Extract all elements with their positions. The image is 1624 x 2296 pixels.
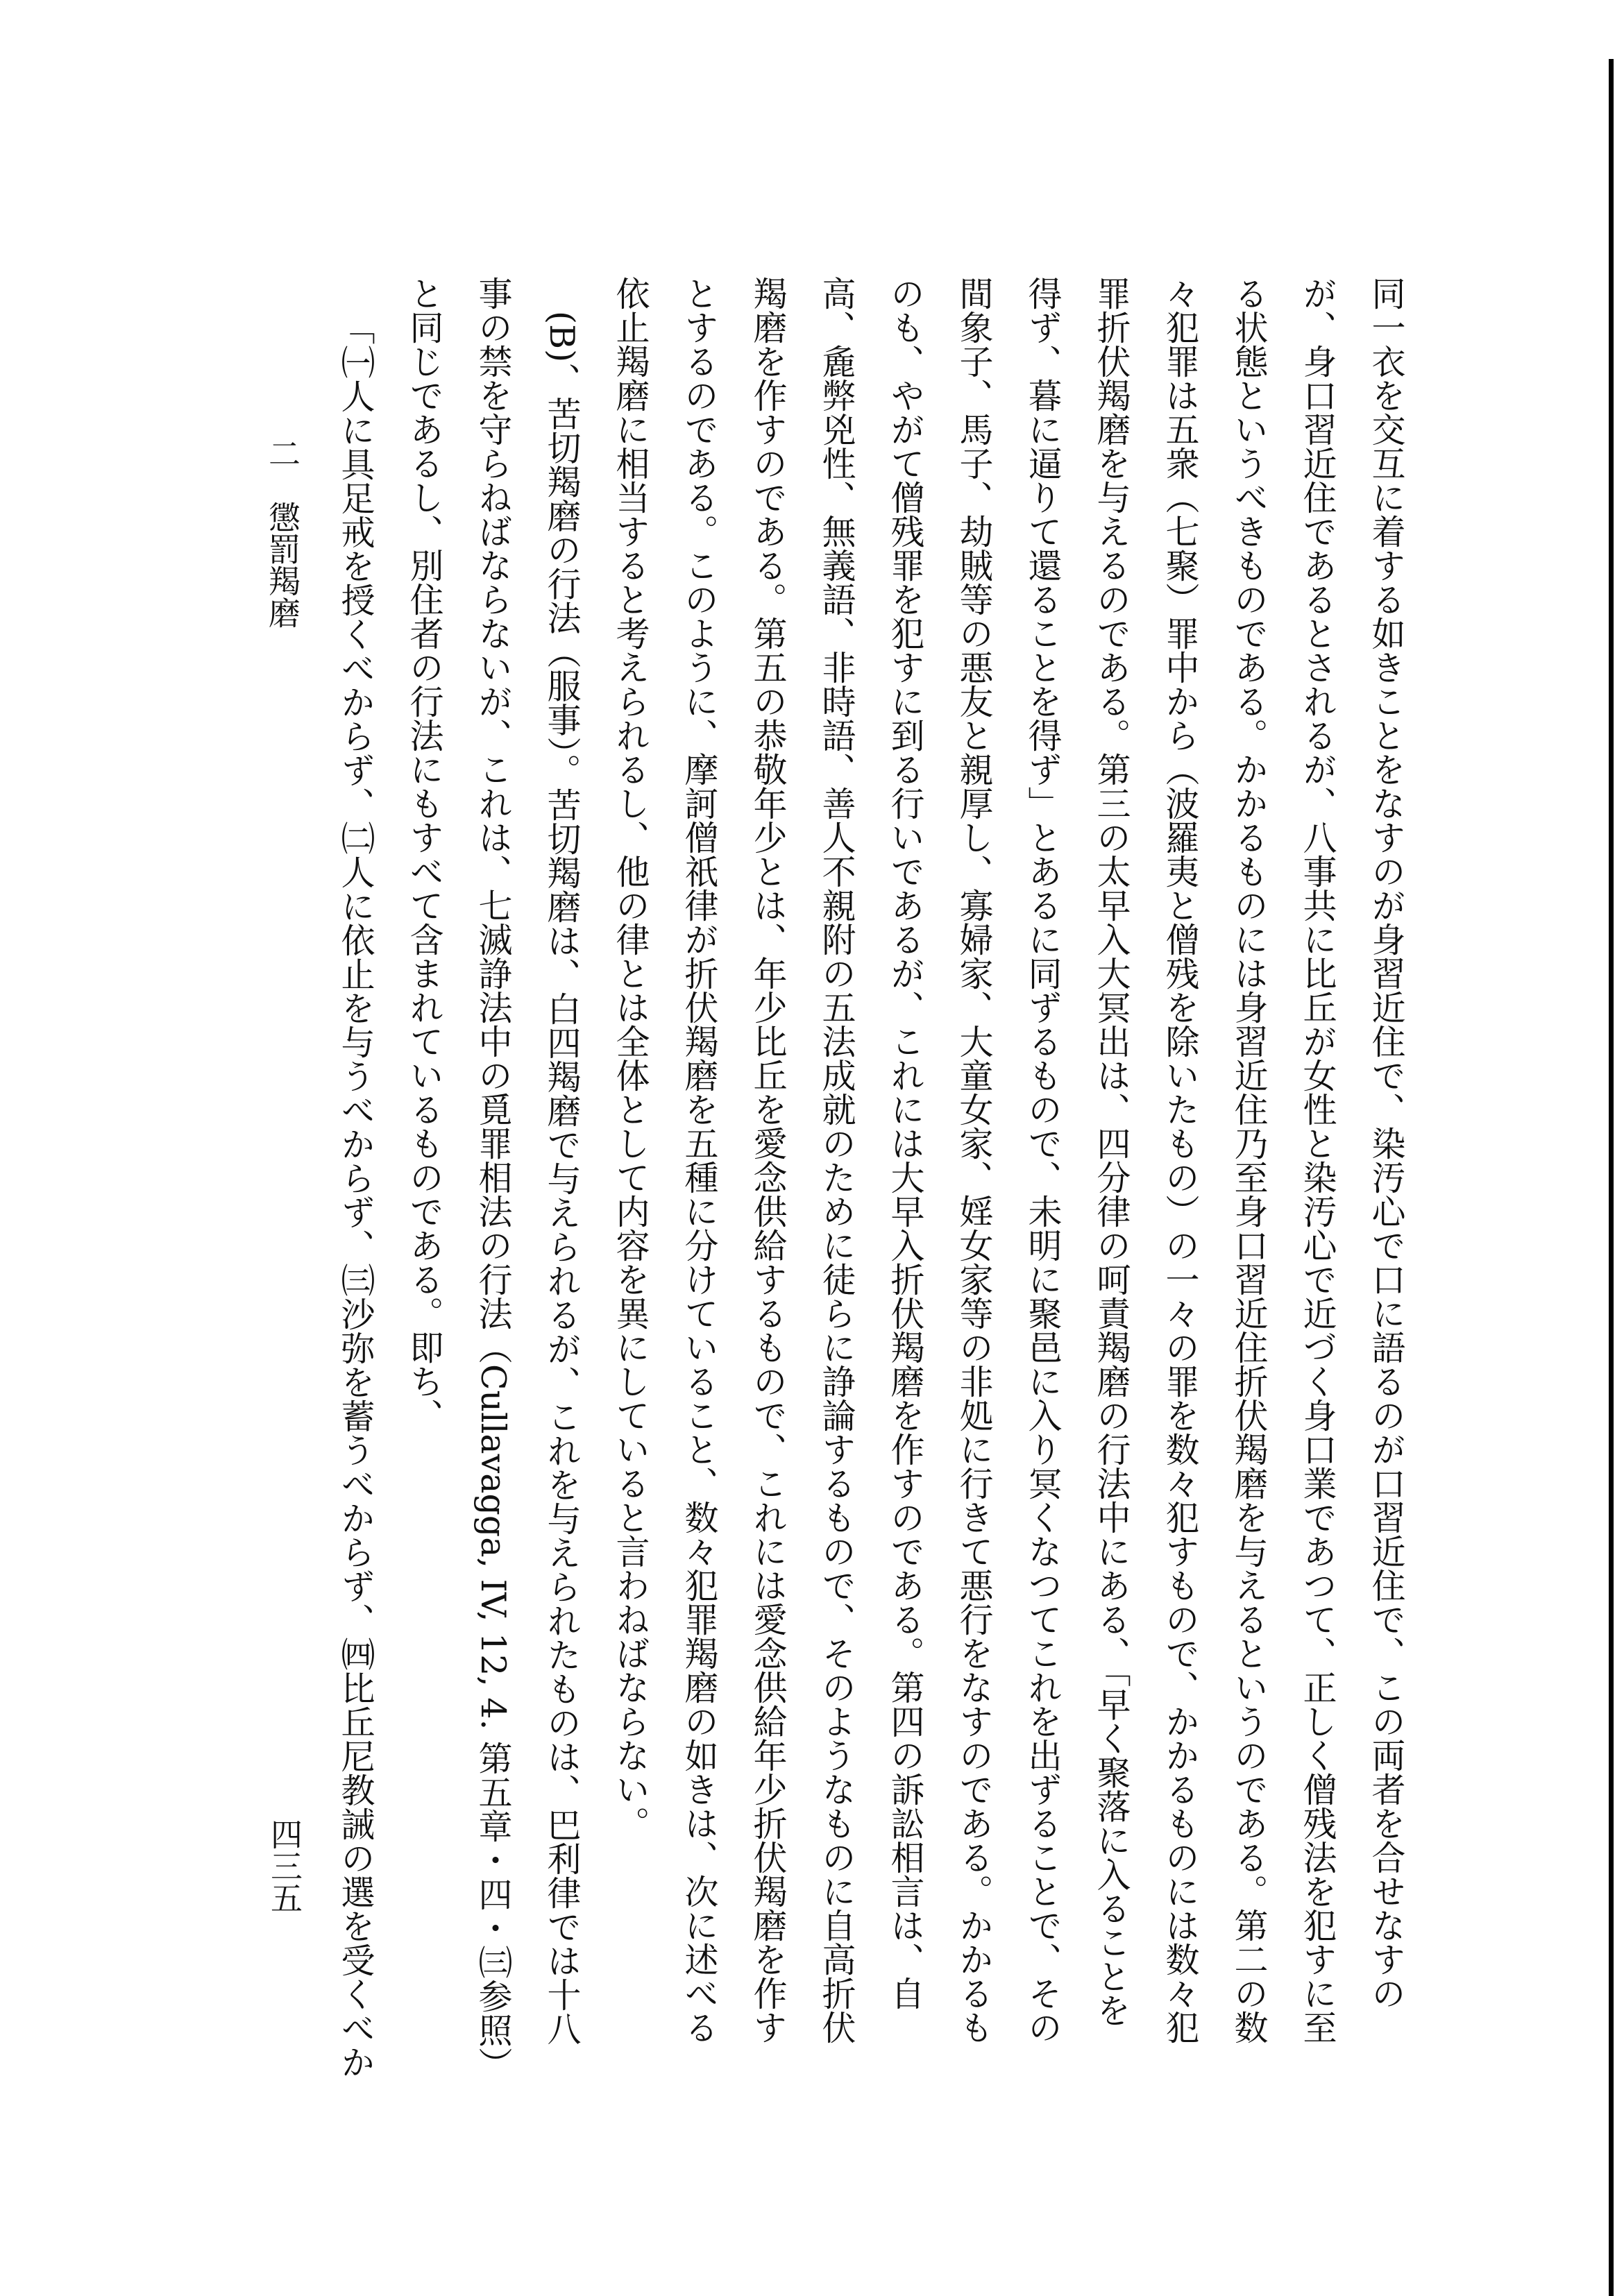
text-column-quote: 「㈠人に具足戒を授くべからず、㈡人に依止を与うべからず、㈢沙弥を蓄うべからず、㈣比丘尼教誡の選を受くべか — [336, 311, 375, 2079]
text-column-section-b: (B)、苦切羯磨の行法（服事）。苦切羯磨は、白四羯磨で与えられるが、これを与えられたものは、巴利律では十八 — [542, 311, 582, 2046]
text-column: 間象子、馬子、劫賊等の悪友と親厚し、寡婦家、大童女家、婬女家等の非処に行きて悪行をなすのである。かかるも — [954, 276, 994, 2044]
text-column: 事の禁を守らねばならないが、これは、七滅諍法中の覓罪相法の行法（Cullavagga, IV, 12, 4. 第五章・四・㈢参照） — [473, 276, 513, 2081]
text-column: 罪折伏羯磨を与えるのである。第三の太早入大冥出は、四分律の呵責羯磨の行法中にある、「早く聚落に入ることを — [1092, 276, 1131, 2027]
text-column: 得ず、暮に逼りて還ることを得ず」とあるに同ずるもので、未明に聚邑に入り冥くなつてこれを出ずることで、その — [1023, 276, 1063, 2044]
text-column: 依止羯磨に相当すると考えられるし、他の律とは全体として内容を異にしていると言わねばならない。 — [611, 276, 650, 1840]
text-column: が、身口習近住であるとされるが、八事共に比丘が女性と染汚心で近づく身口業であつて、正しく僧残法を犯すに至 — [1298, 276, 1337, 2044]
text-column: と同じであるし、別住者の行法にもすべて含まれているものである。即ち、 — [405, 276, 444, 1432]
text-column: 同一衣を交互に着する如きことをなすのが身習近住で、染汚心で口に語るのが口習近住で、この両者を合せなすの — [1367, 276, 1406, 2010]
text-column: 高、麁弊兇性、無義語、非時語、善人不親附の五法成就のために徒らに諍論するもので、そのようなものに自高折伏 — [817, 276, 856, 2044]
text-column: る状態というべきものである。かかるものには身習近住乃至身口習近住折伏羯磨を与えるというのである。第二の数 — [1229, 276, 1269, 2044]
page-number: 四三五 — [266, 1818, 303, 1914]
text-column: 々犯罪は五衆（七聚）罪中から（波羅夷と僧残を除いたもの）の一々の罪を数々犯すもので、かかるものには数々犯 — [1160, 276, 1200, 2044]
text-column: 羯磨を作すのである。第五の恭敬年少とは、年少比丘を愛念供給するもので、これには愛念供給年少折伏羯磨を作す — [748, 276, 788, 2044]
running-header: 二 懲罰羯磨 — [264, 437, 301, 629]
text-column: とするのである。このように、摩訶僧祇律が折伏羯磨を五種に分けていること、数々犯罪羯磨の如きは、次に述べる — [679, 276, 719, 2044]
text-column: のも、やがて僧残罪を犯すに到る行いであるが、これには大早入折伏羯磨を作すのである。第四の訴訟相言は、自 — [886, 276, 925, 2010]
scan-border-bar — [1609, 59, 1614, 2296]
